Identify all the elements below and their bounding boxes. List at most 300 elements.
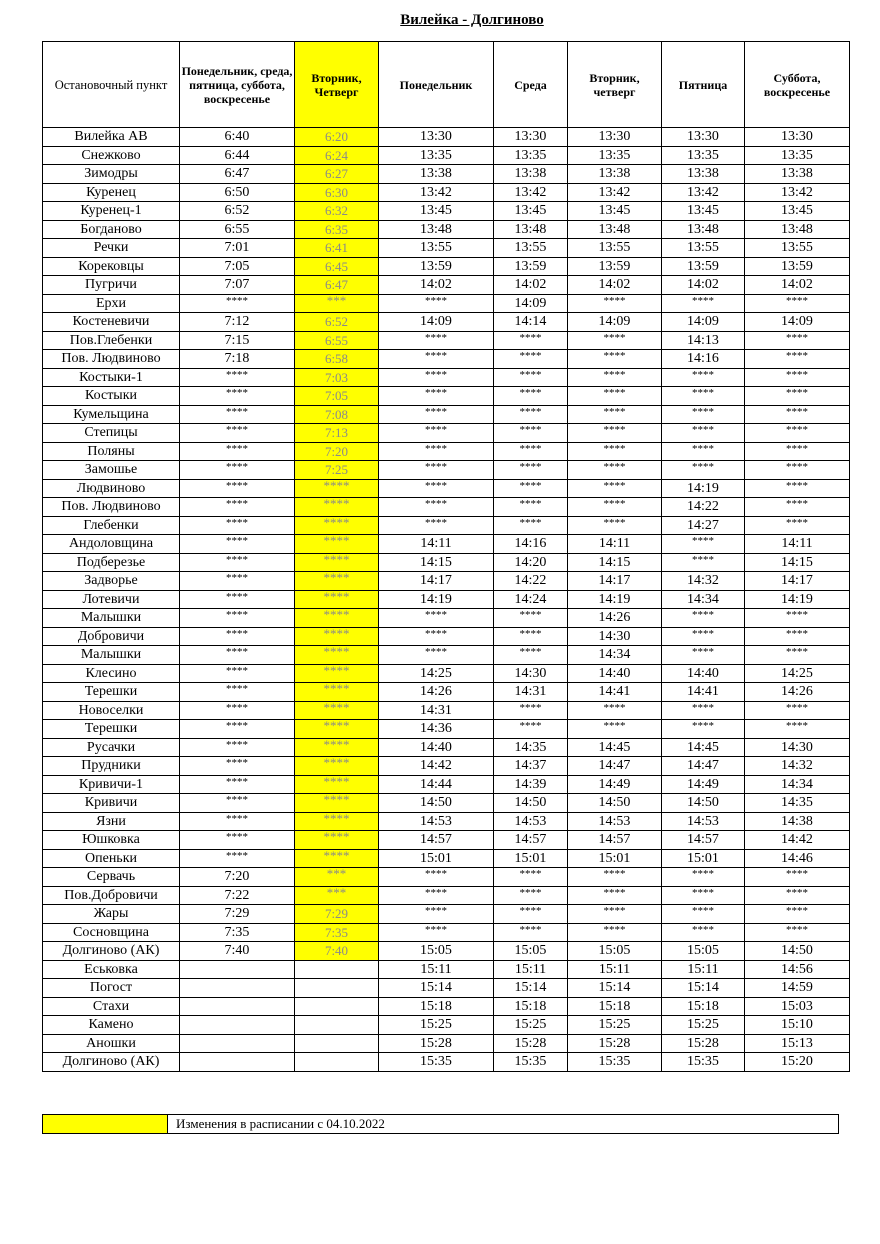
time-monday: 14:44 xyxy=(379,775,494,794)
time-tue-thu: **** xyxy=(295,849,379,868)
table-row xyxy=(43,720,850,739)
stop-name: Пов. Людвиново xyxy=(43,498,180,517)
time-monday: 15:05 xyxy=(379,942,494,961)
stop-name: Степицы xyxy=(43,424,180,443)
time-mon-wed-fri-sat-sun: 7:07 xyxy=(180,276,295,295)
time-tue-thu: 7:03 xyxy=(295,368,379,387)
time-tue-thu: 6:58 xyxy=(295,350,379,369)
stop-name: Пов.Глебенки xyxy=(43,331,180,350)
time-mon-wed-fri-sat-sun: 6:52 xyxy=(180,202,295,221)
table-row xyxy=(43,775,850,794)
time-mon-wed-fri-sat-sun: 7:20 xyxy=(180,868,295,887)
time-tue-thu-afternoon: 15:28 xyxy=(568,1034,662,1053)
time-mon-wed-fri-sat-sun: 7:01 xyxy=(180,239,295,258)
time-tue-thu-afternoon: **** xyxy=(568,923,662,942)
time-friday: 14:02 xyxy=(662,276,745,295)
schedule-body xyxy=(43,128,850,1072)
stop-name: Еськовка xyxy=(43,960,180,979)
time-wednesday: **** xyxy=(494,387,568,406)
time-wednesday: 14:39 xyxy=(494,775,568,794)
time-tue-thu-afternoon: 14:15 xyxy=(568,553,662,572)
stop-name: Кривичи-1 xyxy=(43,775,180,794)
time-friday: 14:22 xyxy=(662,498,745,517)
time-friday: 15:05 xyxy=(662,942,745,961)
table-row xyxy=(43,683,850,702)
time-tue-thu: 7:05 xyxy=(295,387,379,406)
time-mon-wed-fri-sat-sun: **** xyxy=(180,701,295,720)
time-monday: **** xyxy=(379,923,494,942)
time-sat-sun: **** xyxy=(745,886,850,905)
time-tue-thu-afternoon: 13:59 xyxy=(568,257,662,276)
time-wednesday: 13:42 xyxy=(494,183,568,202)
table-row xyxy=(43,942,850,961)
table-row xyxy=(43,868,850,887)
table-row xyxy=(43,128,850,147)
time-tue-thu-afternoon: 15:25 xyxy=(568,1016,662,1035)
time-mon-wed-fri-sat-sun xyxy=(180,979,295,998)
time-friday: 13:55 xyxy=(662,239,745,258)
time-tue-thu-afternoon: 13:30 xyxy=(568,128,662,147)
time-tue-thu-afternoon: 15:14 xyxy=(568,979,662,998)
time-tue-thu-afternoon: **** xyxy=(568,516,662,535)
table-row xyxy=(43,220,850,239)
stop-name: Кумельщина xyxy=(43,405,180,424)
stop-name: Пов. Людвиново xyxy=(43,350,180,369)
stop-name: Костеневичи xyxy=(43,313,180,332)
stop-name: Костыки-1 xyxy=(43,368,180,387)
time-friday: **** xyxy=(662,405,745,424)
time-tue-thu-afternoon: 14:49 xyxy=(568,775,662,794)
table-row xyxy=(43,1034,850,1053)
stop-name: Корековцы xyxy=(43,257,180,276)
time-mon-wed-fri-sat-sun: **** xyxy=(180,720,295,739)
stop-name: Куренец xyxy=(43,183,180,202)
time-mon-wed-fri-sat-sun xyxy=(180,1016,295,1035)
time-tue-thu: **** xyxy=(295,535,379,554)
time-friday: 13:30 xyxy=(662,128,745,147)
time-mon-wed-fri-sat-sun: **** xyxy=(180,794,295,813)
time-friday: 14:45 xyxy=(662,738,745,757)
time-friday: **** xyxy=(662,627,745,646)
table-row xyxy=(43,609,850,628)
time-monday: 14:57 xyxy=(379,831,494,850)
header-mon-wed-fri-sat-sun: Понедельник, среда, пятница, суббота, воскресенье xyxy=(180,42,295,128)
time-monday: 14:40 xyxy=(379,738,494,757)
time-tue-thu-afternoon: **** xyxy=(568,868,662,887)
stop-name: Камено xyxy=(43,1016,180,1035)
time-monday: **** xyxy=(379,479,494,498)
time-friday: **** xyxy=(662,461,745,480)
time-friday: **** xyxy=(662,294,745,313)
table-row xyxy=(43,146,850,165)
time-monday: **** xyxy=(379,905,494,924)
stop-name: Жары xyxy=(43,905,180,924)
time-tue-thu-afternoon: 14:02 xyxy=(568,276,662,295)
time-tue-thu: 7:08 xyxy=(295,405,379,424)
time-friday: 14:19 xyxy=(662,479,745,498)
time-sat-sun: 13:55 xyxy=(745,239,850,258)
time-sat-sun: 15:20 xyxy=(745,1053,850,1072)
time-tue-thu-afternoon: 14:45 xyxy=(568,738,662,757)
time-mon-wed-fri-sat-sun: **** xyxy=(180,831,295,850)
time-tue-thu: 6:24 xyxy=(295,146,379,165)
time-friday: **** xyxy=(662,905,745,924)
time-monday: **** xyxy=(379,646,494,665)
time-mon-wed-fri-sat-sun: **** xyxy=(180,387,295,406)
time-friday: **** xyxy=(662,609,745,628)
stop-name: Русачки xyxy=(43,738,180,757)
time-monday: 15:01 xyxy=(379,849,494,868)
time-mon-wed-fri-sat-sun: **** xyxy=(180,646,295,665)
time-mon-wed-fri-sat-sun: **** xyxy=(180,812,295,831)
time-wednesday: 14:53 xyxy=(494,812,568,831)
time-wednesday: 15:18 xyxy=(494,997,568,1016)
time-friday: **** xyxy=(662,720,745,739)
time-sat-sun: 14:42 xyxy=(745,831,850,850)
time-tue-thu: **** xyxy=(295,479,379,498)
time-sat-sun: 14:34 xyxy=(745,775,850,794)
time-mon-wed-fri-sat-sun: **** xyxy=(180,294,295,313)
time-friday: **** xyxy=(662,368,745,387)
time-sat-sun: 14:09 xyxy=(745,313,850,332)
time-sat-sun: 13:35 xyxy=(745,146,850,165)
header-monday: Понедельник xyxy=(379,42,494,128)
time-wednesday: **** xyxy=(494,646,568,665)
time-tue-thu: **** xyxy=(295,831,379,850)
time-friday: 15:11 xyxy=(662,960,745,979)
time-friday: 13:59 xyxy=(662,257,745,276)
time-sat-sun: **** xyxy=(745,442,850,461)
time-tue-thu: 6:41 xyxy=(295,239,379,258)
time-friday: 13:35 xyxy=(662,146,745,165)
table-row xyxy=(43,1053,850,1072)
time-monday: **** xyxy=(379,442,494,461)
time-wednesday: 15:35 xyxy=(494,1053,568,1072)
stop-name: Глебенки xyxy=(43,516,180,535)
time-wednesday: 13:48 xyxy=(494,220,568,239)
time-monday: 14:09 xyxy=(379,313,494,332)
time-mon-wed-fri-sat-sun: **** xyxy=(180,405,295,424)
time-wednesday: 14:16 xyxy=(494,535,568,554)
time-wednesday: 13:30 xyxy=(494,128,568,147)
time-sat-sun: 14:26 xyxy=(745,683,850,702)
time-tue-thu: 7:20 xyxy=(295,442,379,461)
stop-name: Малышки xyxy=(43,646,180,665)
time-monday: 15:35 xyxy=(379,1053,494,1072)
stop-name: Клесино xyxy=(43,664,180,683)
time-tue-thu: **** xyxy=(295,812,379,831)
time-monday: 14:11 xyxy=(379,535,494,554)
time-wednesday: 14:31 xyxy=(494,683,568,702)
stop-name: Пов.Добровичи xyxy=(43,886,180,905)
time-sat-sun: 15:03 xyxy=(745,997,850,1016)
time-tue-thu-afternoon: 13:38 xyxy=(568,165,662,184)
time-tue-thu-afternoon: 13:35 xyxy=(568,146,662,165)
time-tue-thu: 7:40 xyxy=(295,942,379,961)
time-tue-thu: **** xyxy=(295,775,379,794)
time-monday: **** xyxy=(379,331,494,350)
time-tue-thu-afternoon: **** xyxy=(568,294,662,313)
time-tue-thu: **** xyxy=(295,757,379,776)
stop-name: Опеньки xyxy=(43,849,180,868)
time-wednesday: 15:14 xyxy=(494,979,568,998)
time-tue-thu xyxy=(295,1034,379,1053)
time-friday: 14:53 xyxy=(662,812,745,831)
time-sat-sun: 15:10 xyxy=(745,1016,850,1035)
time-wednesday: **** xyxy=(494,368,568,387)
time-mon-wed-fri-sat-sun: 6:40 xyxy=(180,128,295,147)
time-mon-wed-fri-sat-sun: **** xyxy=(180,757,295,776)
time-tue-thu-afternoon: **** xyxy=(568,461,662,480)
time-mon-wed-fri-sat-sun: 7:18 xyxy=(180,350,295,369)
stop-name: Людвиново xyxy=(43,479,180,498)
time-mon-wed-fri-sat-sun: **** xyxy=(180,368,295,387)
time-monday: 13:35 xyxy=(379,146,494,165)
time-friday: **** xyxy=(662,868,745,887)
time-wednesday: 13:35 xyxy=(494,146,568,165)
stop-name: Аношки xyxy=(43,1034,180,1053)
time-wednesday: 14:37 xyxy=(494,757,568,776)
time-friday: 14:41 xyxy=(662,683,745,702)
time-tue-thu: 7:35 xyxy=(295,923,379,942)
time-tue-thu: **** xyxy=(295,627,379,646)
time-friday: 14:16 xyxy=(662,350,745,369)
time-friday: 14:47 xyxy=(662,757,745,776)
time-sat-sun: **** xyxy=(745,627,850,646)
time-mon-wed-fri-sat-sun: **** xyxy=(180,572,295,591)
time-tue-thu-afternoon: **** xyxy=(568,701,662,720)
time-sat-sun: 14:46 xyxy=(745,849,850,868)
time-tue-thu xyxy=(295,1016,379,1035)
time-friday: **** xyxy=(662,646,745,665)
time-friday: 15:18 xyxy=(662,997,745,1016)
time-tue-thu-afternoon: 14:26 xyxy=(568,609,662,628)
time-mon-wed-fri-sat-sun: 6:44 xyxy=(180,146,295,165)
table-row xyxy=(43,590,850,609)
time-friday: 13:42 xyxy=(662,183,745,202)
time-tue-thu-afternoon: 14:41 xyxy=(568,683,662,702)
time-mon-wed-fri-sat-sun: **** xyxy=(180,683,295,702)
time-friday: 14:50 xyxy=(662,794,745,813)
time-mon-wed-fri-sat-sun: **** xyxy=(180,461,295,480)
time-monday: 14:36 xyxy=(379,720,494,739)
time-tue-thu: *** xyxy=(295,868,379,887)
time-tue-thu-afternoon: **** xyxy=(568,886,662,905)
time-wednesday: **** xyxy=(494,442,568,461)
time-sat-sun: 14:32 xyxy=(745,757,850,776)
time-tue-thu: **** xyxy=(295,683,379,702)
time-tue-thu-afternoon: 15:11 xyxy=(568,960,662,979)
header-row xyxy=(43,42,850,128)
time-tue-thu-afternoon: **** xyxy=(568,424,662,443)
time-mon-wed-fri-sat-sun: 7:15 xyxy=(180,331,295,350)
time-sat-sun: **** xyxy=(745,868,850,887)
time-monday: **** xyxy=(379,886,494,905)
time-friday: **** xyxy=(662,701,745,720)
table-row xyxy=(43,997,850,1016)
table-row xyxy=(43,905,850,924)
time-tue-thu: **** xyxy=(295,553,379,572)
time-mon-wed-fri-sat-sun: **** xyxy=(180,590,295,609)
stop-name: Погост xyxy=(43,979,180,998)
time-friday: 15:28 xyxy=(662,1034,745,1053)
time-tue-thu-afternoon: **** xyxy=(568,405,662,424)
time-monday: 14:02 xyxy=(379,276,494,295)
time-monday: 15:14 xyxy=(379,979,494,998)
table-row xyxy=(43,331,850,350)
table-row xyxy=(43,461,850,480)
time-mon-wed-fri-sat-sun: 6:55 xyxy=(180,220,295,239)
stop-name: Юшковка xyxy=(43,831,180,850)
table-row xyxy=(43,239,850,258)
time-wednesday: 14:24 xyxy=(494,590,568,609)
table-row xyxy=(43,313,850,332)
stop-name: Ерхи xyxy=(43,294,180,313)
time-tue-thu-afternoon: 13:42 xyxy=(568,183,662,202)
time-mon-wed-fri-sat-sun: **** xyxy=(180,516,295,535)
time-sat-sun: 15:13 xyxy=(745,1034,850,1053)
table-row xyxy=(43,368,850,387)
time-tue-thu: 7:25 xyxy=(295,461,379,480)
table-row xyxy=(43,812,850,831)
time-tue-thu: 6:47 xyxy=(295,276,379,295)
table-row xyxy=(43,350,850,369)
time-sat-sun: 14:25 xyxy=(745,664,850,683)
time-friday: 14:32 xyxy=(662,572,745,591)
time-monday: 14:19 xyxy=(379,590,494,609)
time-sat-sun: 14:17 xyxy=(745,572,850,591)
stop-name: Терешки xyxy=(43,720,180,739)
time-tue-thu-afternoon: 14:30 xyxy=(568,627,662,646)
stop-name: Долгиново (АК) xyxy=(43,942,180,961)
time-sat-sun: 13:30 xyxy=(745,128,850,147)
time-monday: **** xyxy=(379,387,494,406)
table-row xyxy=(43,165,850,184)
time-tue-thu: **** xyxy=(295,738,379,757)
time-wednesday: **** xyxy=(494,627,568,646)
time-sat-sun: 14:50 xyxy=(745,942,850,961)
time-friday: 15:25 xyxy=(662,1016,745,1035)
time-monday: **** xyxy=(379,627,494,646)
time-tue-thu: 6:52 xyxy=(295,313,379,332)
time-tue-thu xyxy=(295,979,379,998)
time-wednesday: **** xyxy=(494,905,568,924)
time-friday: **** xyxy=(662,923,745,942)
time-wednesday: **** xyxy=(494,350,568,369)
stop-name: Андоловщина xyxy=(43,535,180,554)
time-sat-sun: 14:02 xyxy=(745,276,850,295)
time-tue-thu-afternoon: 14:11 xyxy=(568,535,662,554)
time-monday: 14:15 xyxy=(379,553,494,572)
stop-name: Терешки xyxy=(43,683,180,702)
table-row xyxy=(43,960,850,979)
time-mon-wed-fri-sat-sun: 7:40 xyxy=(180,942,295,961)
time-sat-sun: **** xyxy=(745,609,850,628)
time-monday: 14:42 xyxy=(379,757,494,776)
time-monday: 15:11 xyxy=(379,960,494,979)
table-row xyxy=(43,849,850,868)
time-tue-thu: 6:55 xyxy=(295,331,379,350)
time-wednesday: **** xyxy=(494,609,568,628)
time-monday: 14:31 xyxy=(379,701,494,720)
table-row xyxy=(43,479,850,498)
table-row xyxy=(43,442,850,461)
table-row xyxy=(43,405,850,424)
time-monday: 13:48 xyxy=(379,220,494,239)
stop-name: Снежково xyxy=(43,146,180,165)
time-monday: 13:38 xyxy=(379,165,494,184)
time-monday: 13:42 xyxy=(379,183,494,202)
time-monday: 14:25 xyxy=(379,664,494,683)
time-mon-wed-fri-sat-sun: **** xyxy=(180,553,295,572)
stop-name: Пугричи xyxy=(43,276,180,295)
table-row xyxy=(43,276,850,295)
time-friday: 14:27 xyxy=(662,516,745,535)
stop-name: Прудники xyxy=(43,757,180,776)
time-friday: 13:48 xyxy=(662,220,745,239)
time-tue-thu-afternoon: **** xyxy=(568,479,662,498)
legend-text: Изменения в расписании с 04.10.2022 xyxy=(176,1116,385,1131)
time-tue-thu-afternoon: 13:48 xyxy=(568,220,662,239)
stop-name: Добровичи xyxy=(43,627,180,646)
table-row xyxy=(43,553,850,572)
table-row xyxy=(43,627,850,646)
table-row xyxy=(43,979,850,998)
time-mon-wed-fri-sat-sun xyxy=(180,1034,295,1053)
time-mon-wed-fri-sat-sun: 7:22 xyxy=(180,886,295,905)
time-sat-sun: 13:38 xyxy=(745,165,850,184)
time-sat-sun: **** xyxy=(745,720,850,739)
time-tue-thu: 6:30 xyxy=(295,183,379,202)
time-friday: 14:49 xyxy=(662,775,745,794)
time-wednesday: **** xyxy=(494,516,568,535)
header-tue-thu-afternoon: Вторник, четверг xyxy=(568,42,662,128)
time-tue-thu-afternoon: 14:47 xyxy=(568,757,662,776)
time-mon-wed-fri-sat-sun: **** xyxy=(180,738,295,757)
time-tue-thu: *** xyxy=(295,294,379,313)
stop-name: Лотевичи xyxy=(43,590,180,609)
time-sat-sun: 13:42 xyxy=(745,183,850,202)
time-friday: **** xyxy=(662,553,745,572)
time-friday: 13:38 xyxy=(662,165,745,184)
time-friday: 15:01 xyxy=(662,849,745,868)
time-wednesday: **** xyxy=(494,720,568,739)
table-row xyxy=(43,831,850,850)
time-sat-sun: **** xyxy=(745,479,850,498)
time-tue-thu xyxy=(295,960,379,979)
time-tue-thu: 6:35 xyxy=(295,220,379,239)
table-row xyxy=(43,738,850,757)
time-monday: 13:30 xyxy=(379,128,494,147)
time-tue-thu-afternoon: **** xyxy=(568,368,662,387)
time-wednesday: 14:20 xyxy=(494,553,568,572)
time-tue-thu-afternoon: **** xyxy=(568,498,662,517)
time-wednesday: 14:30 xyxy=(494,664,568,683)
time-monday: 13:59 xyxy=(379,257,494,276)
time-sat-sun: 14:30 xyxy=(745,738,850,757)
time-tue-thu: **** xyxy=(295,590,379,609)
stop-name: Сервачь xyxy=(43,868,180,887)
time-monday: 14:53 xyxy=(379,812,494,831)
time-wednesday: 15:28 xyxy=(494,1034,568,1053)
time-tue-thu-afternoon: 14:17 xyxy=(568,572,662,591)
time-sat-sun: **** xyxy=(745,294,850,313)
time-wednesday: **** xyxy=(494,424,568,443)
time-wednesday: 15:01 xyxy=(494,849,568,868)
time-monday: **** xyxy=(379,294,494,313)
time-tue-thu: **** xyxy=(295,646,379,665)
time-monday: **** xyxy=(379,516,494,535)
